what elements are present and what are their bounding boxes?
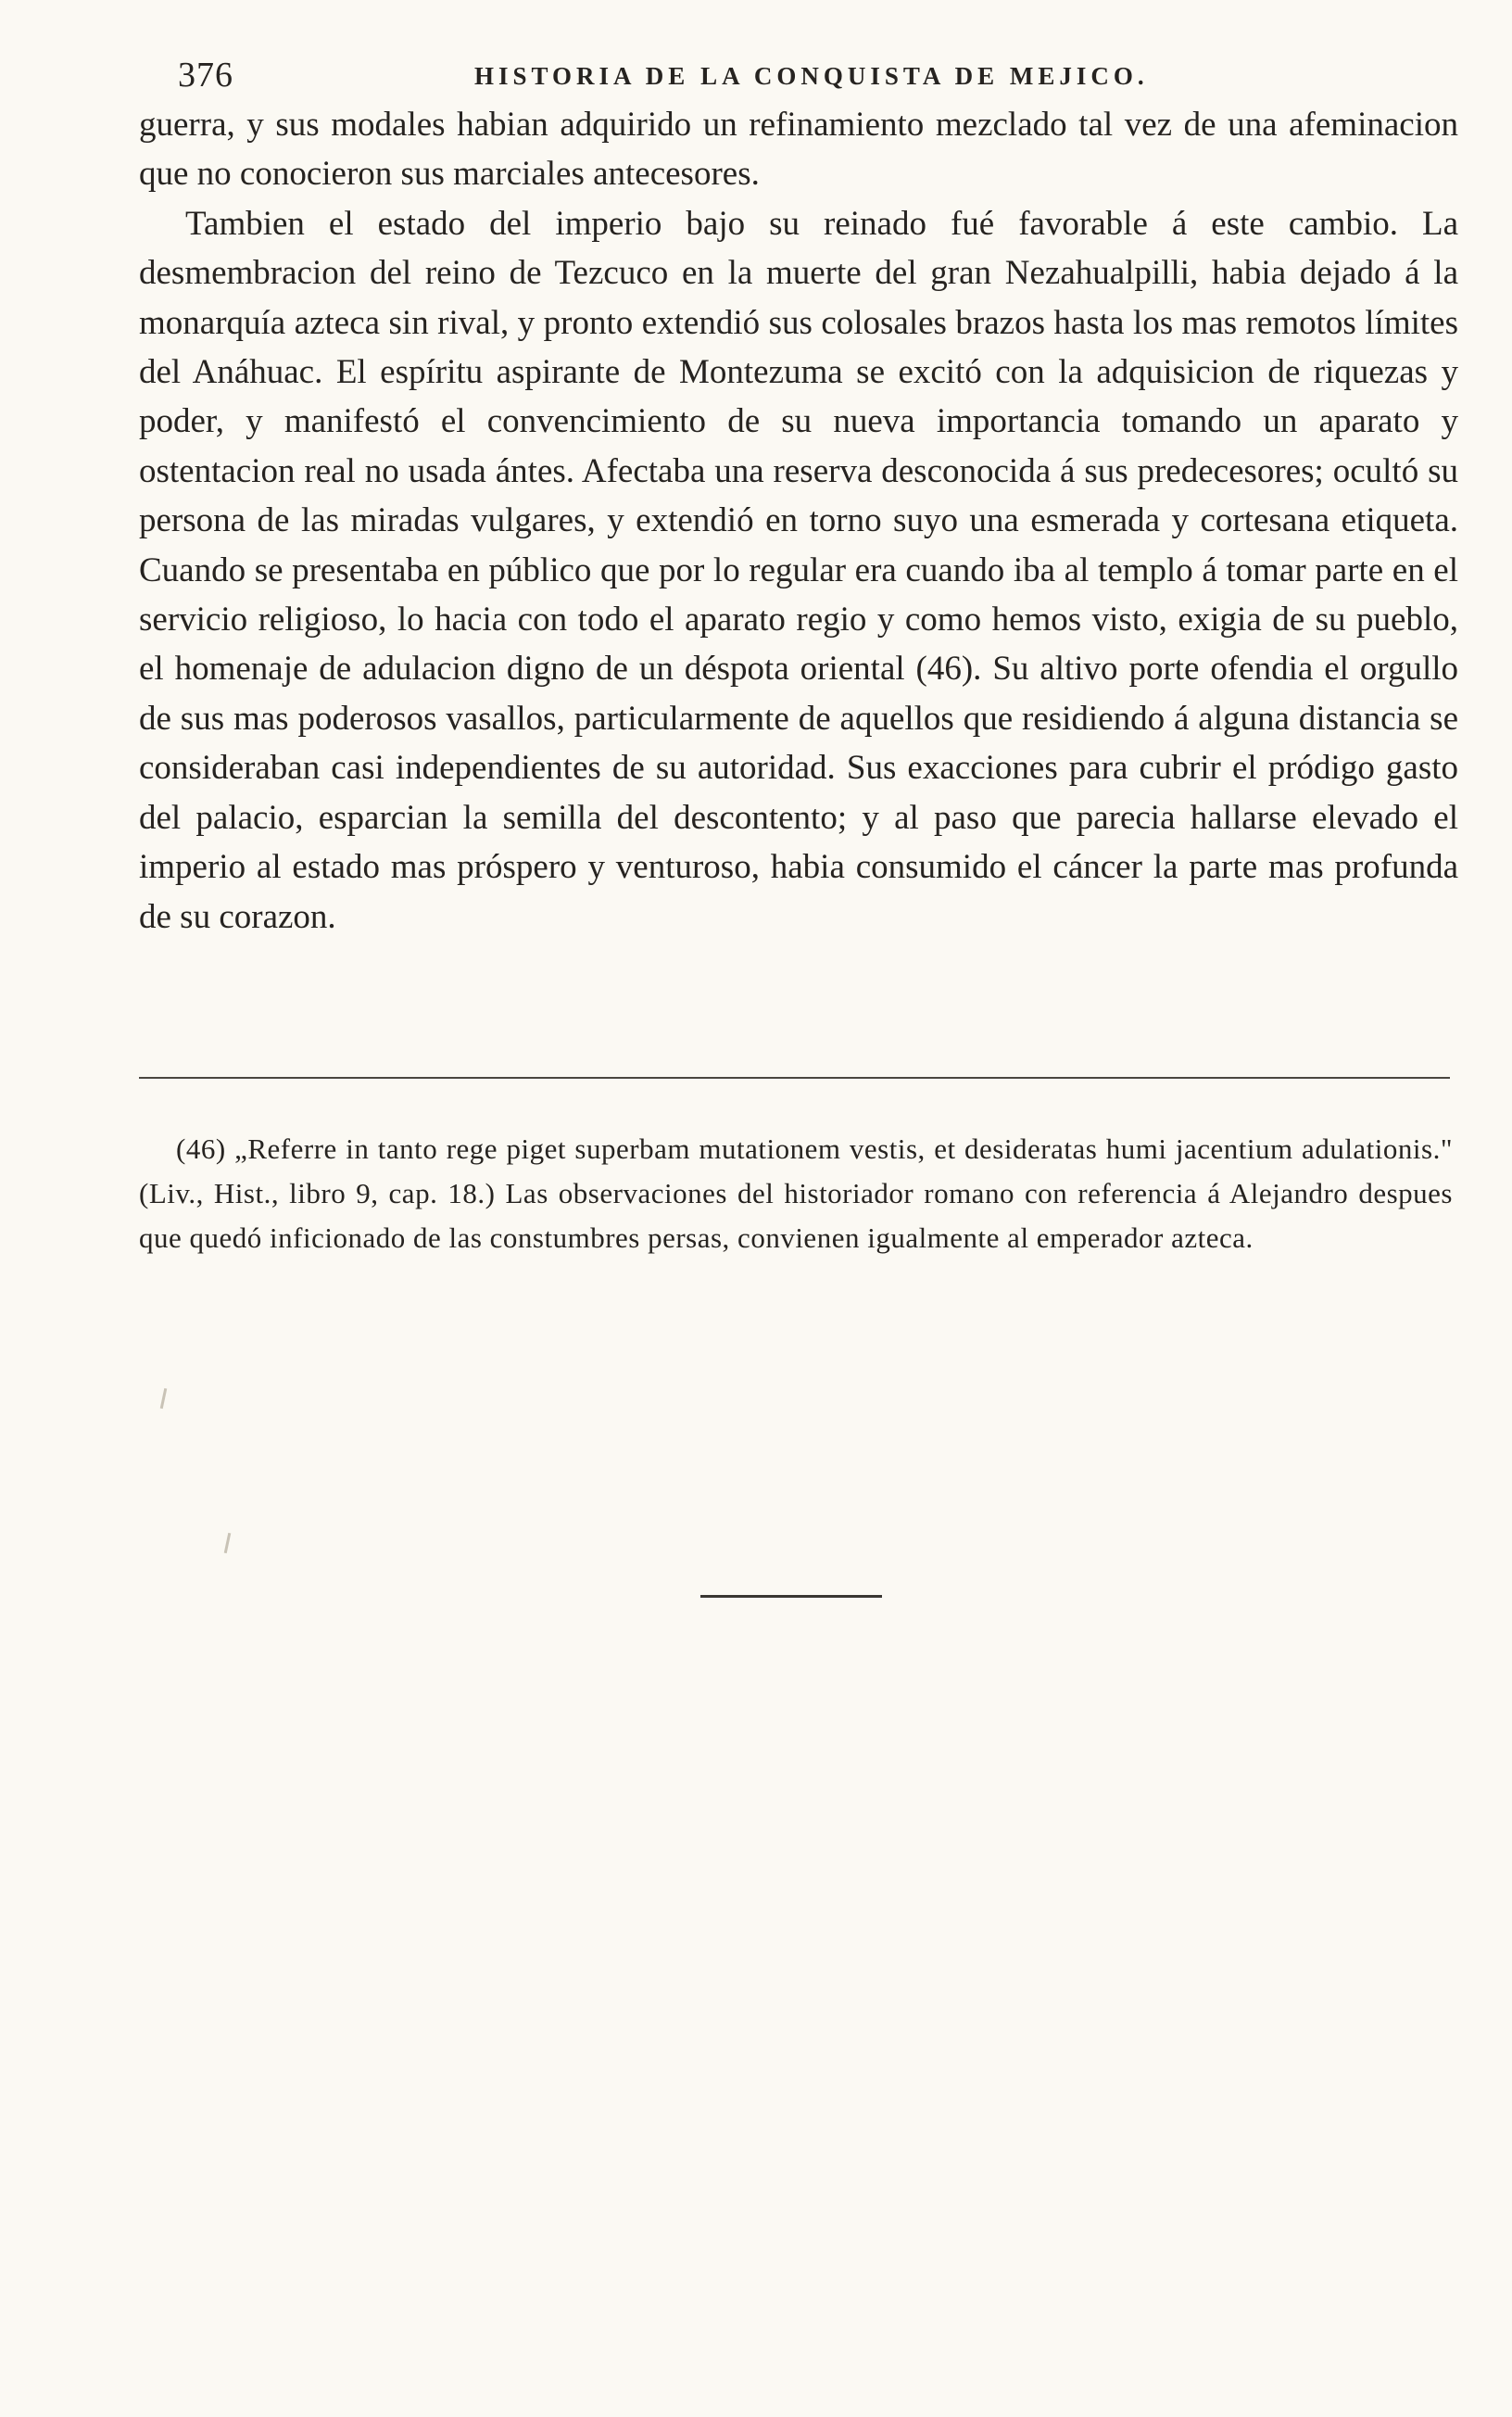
footnote-separator-rule [139, 1077, 1450, 1079]
running-title: HISTORIA DE LA CONQUISTA DE MEJICO. [474, 62, 1149, 90]
running-head [178, 52, 1447, 98]
paragraph-main: Tambien el estado del imperio bajo su reinado fué favorable á este cambio. La desmembracion del reino de Tezcuco en la muerte del gran Nezahualpilli, habia dejado á la monarquía azteca sin rival, y pronto extendió sus colosales brazos hasta los mas remotos límites del Anáhuac. El espíritu aspirante de Montezuma se excitó con la adquisicion de riquezas y poder, y manifestó el convencimiento de su nueva importancia tomando un aparato y ostentacion real no usada ántes. Afectaba una reserva desconocida á sus predecesores; ocultó su persona de las miradas vulgares, y extendió en torno suyo una esmerada y cortesana etiqueta. Cuando se presentaba en público que por lo regular era cuando iba al templo á tomar parte en el servicio religioso, lo hacia con todo el aparato regio y como hemos visto, exigia de su pueblo, el homenaje de adulacion digno de un déspota oriental (46). Su altivo porte ofendia el orgullo de sus mas poderosos vasallos, particularmente de aquellos que residiendo á alguna distancia se consideraban casi independientes de su autoridad. Sus exacciones para cubrir el pródigo gasto del palacio, esparcian la semilla del descontento; y al paso que parecia hallarse elevado el imperio al estado mas próspero y venturoso, habia consumido el cáncer la parte mas profunda de su corazon. [139, 204, 1458, 936]
footnote [139, 1127, 1453, 1260]
paragraph-continuation: guerra, y sus modales habian adquirido un refinamiento mezclado tal vez de una afeminacion que no conocieron sus marciales antecesores. [139, 106, 1458, 194]
body-text [139, 100, 1458, 942]
page-number: 376 [178, 56, 233, 95]
paper-speck [224, 1533, 232, 1553]
paper-speck [160, 1388, 168, 1409]
end-ornament-rule [700, 1595, 882, 1598]
footnote-text: (46) „Referre in tanto rege piget superbam mutationem vestis, et desideratas humi jacentium adulationis." (Liv., Hist., libro 9, cap. 18.) Las observaciones del historiador romano con referencia á Alejandro despues que quedó inficionado de las constumbres persas, convienen igualmente al emperador azteca. [139, 1133, 1453, 1254]
